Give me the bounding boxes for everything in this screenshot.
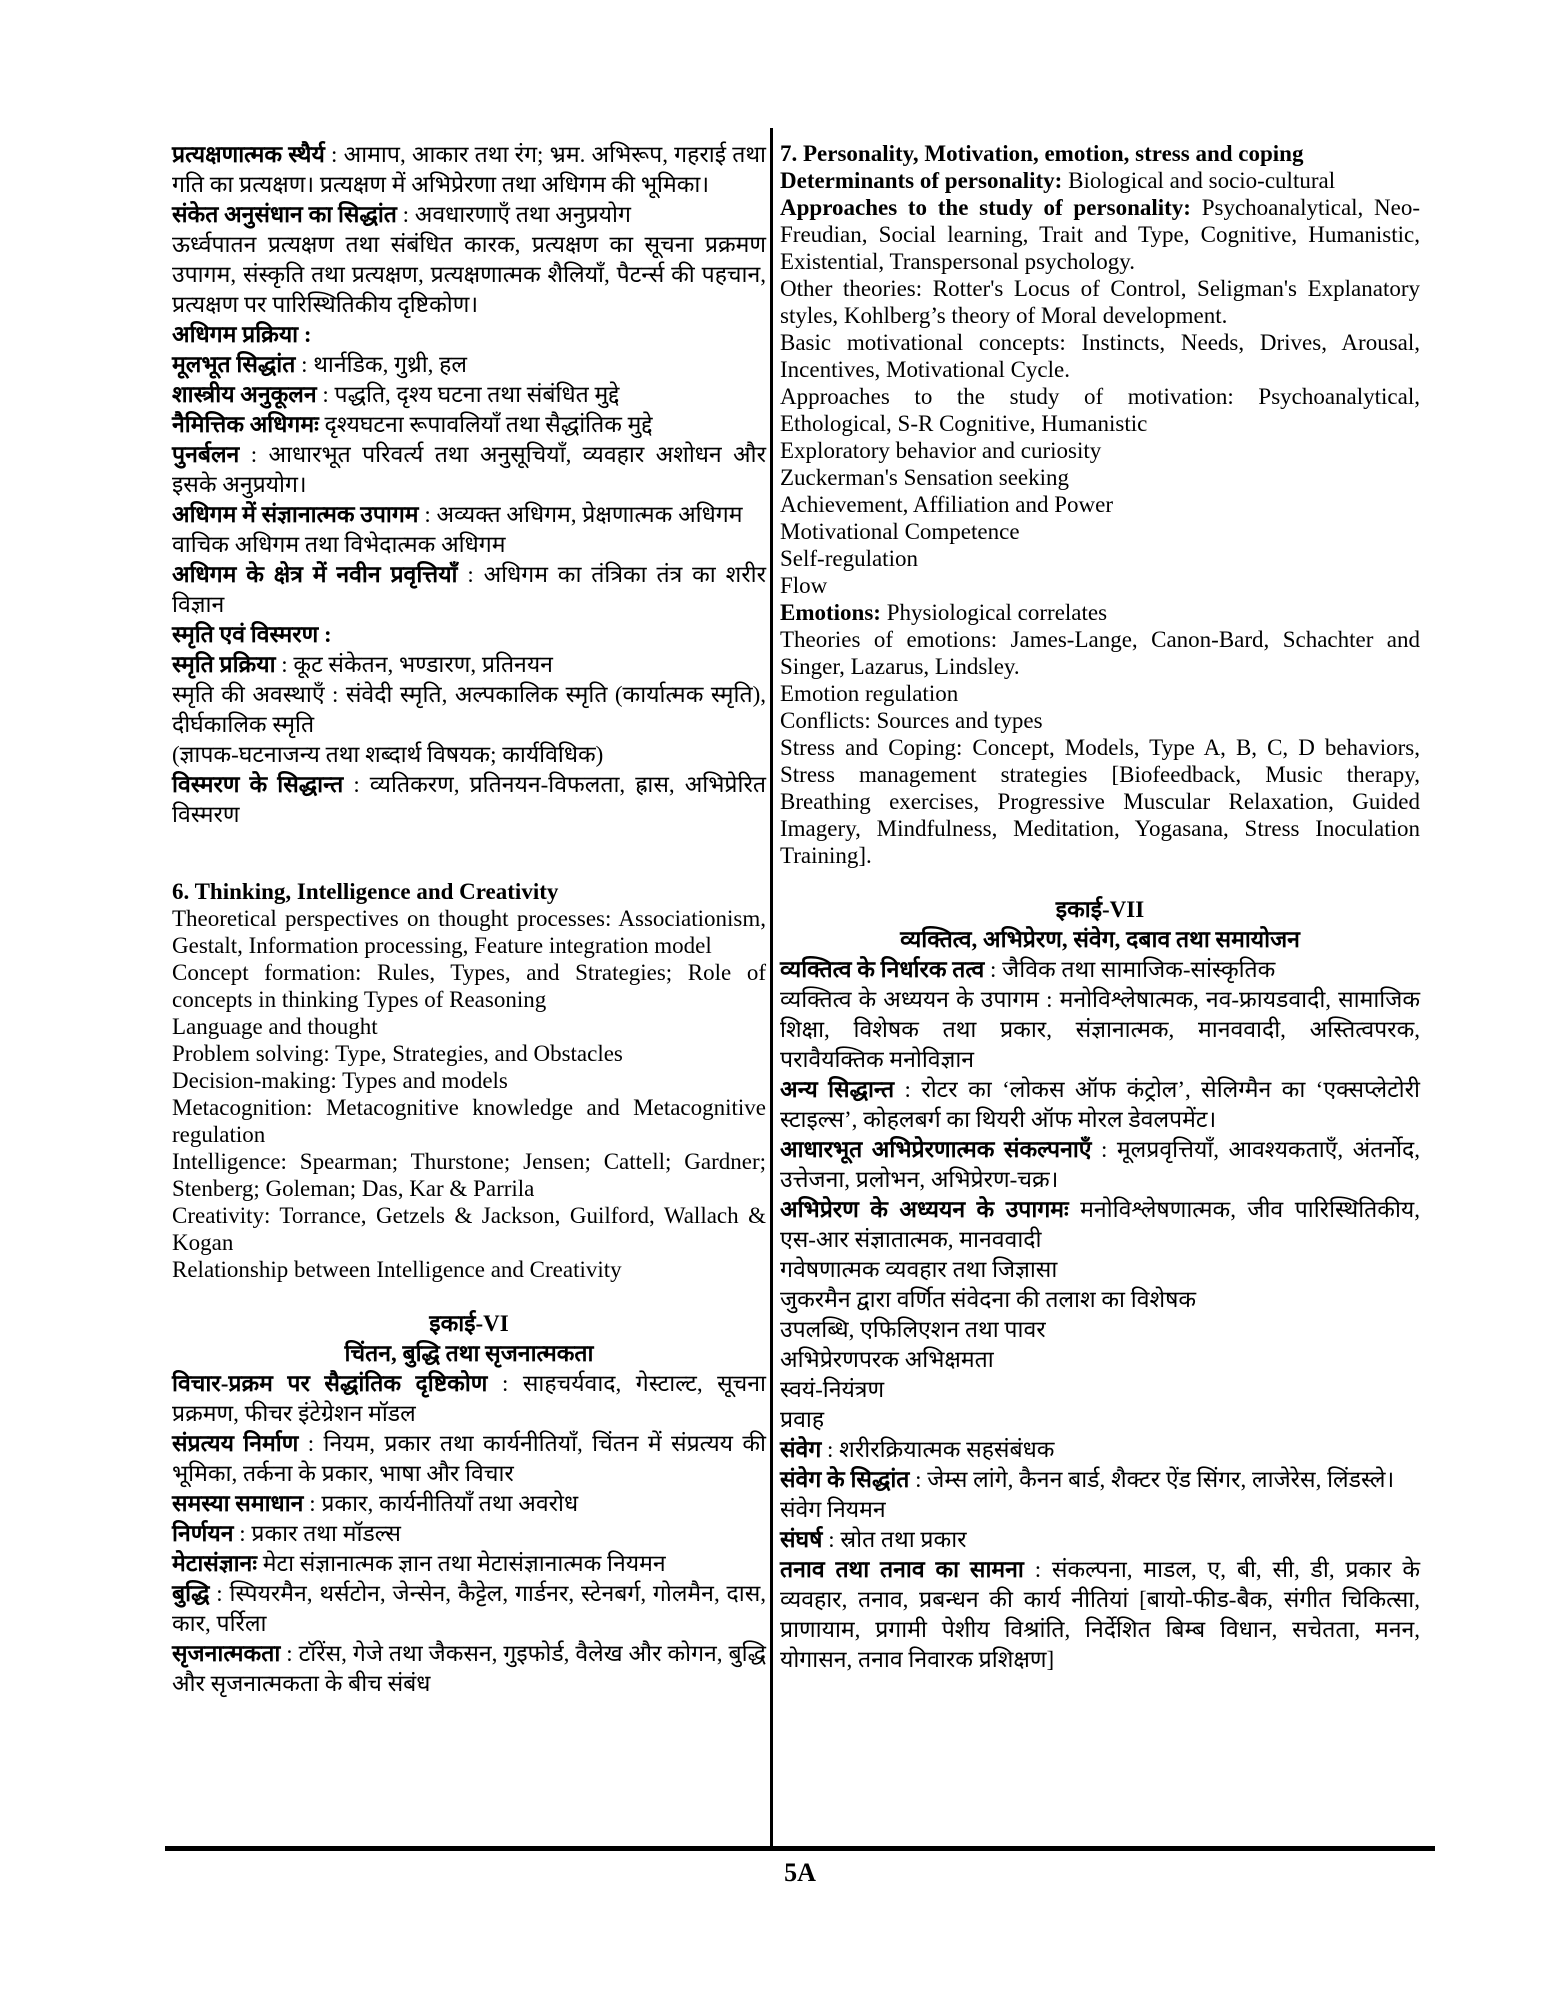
syllabus-paragraph (780, 1315, 1420, 1345)
syllabus-paragraph (172, 1549, 766, 1579)
syllabus-paragraph (780, 1495, 1420, 1525)
left-column (172, 140, 766, 1699)
syllabus-paragraph (780, 734, 1420, 869)
paragraph-text: : शरीरक्रियात्मक सहसंबंधक (821, 1437, 1055, 1462)
paragraph-text: प्रवाह (780, 1407, 825, 1432)
unit-heading (172, 1309, 766, 1339)
paragraph-text: Stress and Coping: Concept, Models, Type A, B, C, D behaviors, Stress management strategies [Biofeedback, Music therapy, Breathing exercises, Progressive Muscular Relaxation, Guided Imagery, Mindfulness, Meditation, Yogasana, Stress Inoculation Training]. (780, 735, 1420, 868)
syllabus-paragraph (172, 1429, 766, 1489)
paragraph-lead: व्यक्तित्व के निर्धारक तत्व (780, 957, 985, 982)
paragraph-text: Concept formation: Rules, Types, and Strategies; Role of concepts in thinking Types of Reasoning (172, 960, 766, 1012)
paragraph-text: मेटा संज्ञानात्मक ज्ञान तथा मेटासंज्ञानात्मक नियमन (256, 1551, 666, 1576)
syllabus-paragraph (172, 1369, 766, 1429)
paragraph-text: : स्पियरमैन, थर्सटोन, जेन्सेन, कैट्टेल, गार्डनर, स्टेनबर्ग, गोलमैन, दास, कार, पर्रिला (172, 1581, 766, 1636)
syllabus-paragraph (780, 1465, 1420, 1495)
syllabus-paragraph (172, 770, 766, 830)
paragraph-text: अभिप्रेरणपरक अभिक्षमता (780, 1347, 994, 1372)
syllabus-paragraph (780, 985, 1420, 1075)
paragraph-text: Conflicts: Sources and types (780, 708, 1043, 733)
syllabus-paragraph (172, 650, 766, 680)
paragraph-lead: अभिप्रेरण के अध्ययन के उपागमः (780, 1197, 1069, 1222)
paragraph-lead: नैमित्तिक अधिगमः (172, 412, 319, 437)
syllabus-paragraph (780, 1285, 1420, 1315)
syllabus-paragraph (780, 194, 1420, 275)
paragraph-text: Intelligence: Spearman; Thurstone; Jensen; Cattell; Gardner; Stenberg; Goleman; Das, Kar & Parrila (172, 1149, 766, 1201)
paragraph-text: : स्रोत तथा प्रकार (822, 1527, 967, 1552)
paragraph-lead: मूलभूत सिद्धांत (172, 352, 296, 377)
syllabus-paragraph (172, 680, 766, 740)
syllabus-paragraph (780, 491, 1420, 518)
paragraph-lead: 7. Personality, Motivation, emotion, stress and coping (780, 141, 1304, 166)
paragraph-lead: संवेग के सिद्धांत (780, 1467, 910, 1492)
syllabus-paragraph (172, 380, 766, 410)
paragraph-text: गवेषणात्मक व्यवहार तथा जिज्ञासा (780, 1257, 1058, 1282)
paragraph-lead: शास्त्रीय अनुकूलन (172, 382, 317, 407)
syllabus-paragraph (172, 878, 766, 905)
paragraph-text: स्मृति की अवस्थाएँ : संवेदी स्मृति, अल्पकालिक स्मृति (कार्यात्मक स्मृति), दीर्घकालिक स्मृति (172, 682, 766, 737)
unit-heading (780, 895, 1420, 925)
paragraph-text: : व्यतिकरण, प्रतिनयन-विफलता, ह्रास, अभिप्रेरित विस्मरण (172, 772, 766, 827)
paragraph-text: : कूट संकेतन, भण्डारण, प्रतिनयन (275, 652, 553, 677)
paragraph-text: Approaches to the study of motivation: Psychoanalytical, Ethological, S-R Cognitive, Humanistic (780, 384, 1420, 436)
paragraph-lead: अन्य सिद्धान्त (780, 1077, 895, 1102)
syllabus-paragraph (172, 959, 766, 1013)
syllabus-paragraph (780, 518, 1420, 545)
paragraph-text: : जेम्स लांगे, कैनन बार्ड, शैक्टर ऐंड सिंगर, लाजेरेस, लिंडस्ले। (909, 1467, 1395, 1492)
paragraph-text: : अधिगम का तंत्रिका तंत्र का शरीर विज्ञान (172, 562, 766, 617)
syllabus-paragraph (172, 530, 766, 560)
syllabus-paragraph (780, 437, 1420, 464)
syllabus-paragraph (172, 1202, 766, 1256)
syllabus-paragraph (780, 1405, 1420, 1435)
paragraph-lead: सृजनात्मकता (172, 1641, 281, 1666)
paragraph-text: Creativity: Torrance, Getzels & Jackson, Guilford, Wallach & Kogan (172, 1203, 766, 1255)
paragraph-text: स्वयं-नियंत्रण (780, 1377, 885, 1402)
syllabus-paragraph (172, 350, 766, 380)
paragraph-text: Problem solving: Type, Strategies, and Obstacles (172, 1041, 623, 1066)
paragraph-text: Relationship between Intelligence and Creativity (172, 1257, 622, 1282)
syllabus-paragraph (780, 1555, 1420, 1675)
paragraph-lead: इकाई-VII (1055, 897, 1145, 922)
syllabus-paragraph (780, 1345, 1420, 1375)
paragraph-lead: अधिगम प्रक्रिया : (172, 322, 312, 347)
footer-rule (165, 1846, 1435, 1851)
syllabus-paragraph (780, 707, 1420, 734)
syllabus-paragraph (780, 626, 1420, 680)
paragraph-text: संवेग नियमन (780, 1497, 886, 1522)
paragraph-lead: अधिगम में संज्ञानात्मक उपागम (172, 502, 419, 527)
paragraph-lead: चिंतन, बुद्धि तथा सृजनात्मकता (344, 1341, 594, 1366)
syllabus-paragraph (172, 440, 766, 500)
syllabus-paragraph (780, 599, 1420, 626)
syllabus-paragraph (780, 140, 1420, 167)
syllabus-paragraph (172, 1067, 766, 1094)
paragraph-text: : प्रकार, कार्यनीतियाँ तथा अवरोध (303, 1491, 579, 1516)
paragraph-lead: संघर्ष (780, 1527, 823, 1552)
paragraph-lead: Determinants of personality: (780, 168, 1063, 193)
syllabus-paragraph (172, 1094, 766, 1148)
syllabus-paragraph (172, 1579, 766, 1639)
syllabus-paragraph (172, 560, 766, 620)
paragraph-text: उपलब्धि, एफिलिएशन तथा पावर (780, 1317, 1046, 1342)
paragraph-text: Emotion regulation (780, 681, 959, 706)
paragraph-text: Psychoanalytical, Neo-Freudian, Social learning, Trait and Type, Cognitive, Humanistic, Existential, Transpersonal psychology. (780, 195, 1420, 274)
paragraph-text: Biological and socio-cultural (1062, 168, 1336, 193)
paragraph-text: Other theories: Rotter's Locus of Control, Seligman's Explanatory styles, Kohlberg’s theory of Moral development. (780, 276, 1420, 328)
syllabus-paragraph (780, 1135, 1420, 1195)
syllabus-paragraph (172, 200, 766, 230)
paragraph-text: Self-regulation (780, 546, 918, 571)
paragraph-text: : थार्नडिक, गुथ्री, हल (295, 352, 467, 377)
paragraph-lead: प्रत्यक्षणात्मक स्थैर्य (172, 142, 325, 167)
page-number: 5A (784, 1858, 816, 1887)
paragraph-lead: मेटासंज्ञानः (172, 1551, 257, 1576)
paragraph-lead: स्मृति प्रक्रिया (172, 652, 276, 677)
paragraph-text: : टॉरेंस, गेजे तथा जैकसन, गुइफोर्ड, वैलेख और कोगन, बुद्धि और सृजनात्मकता के बीच संबंध (172, 1641, 766, 1696)
syllabus-paragraph (172, 740, 766, 770)
syllabus-paragraph (172, 320, 766, 350)
paragraph-lead: संवेग (780, 1437, 822, 1462)
paragraph-text: : मूलप्रवृत्तियाँ, आवश्यकताएँ, अंतर्नोद, उत्तेजना, प्रलोभन, अभिप्रेरण-चक्र। (780, 1137, 1420, 1192)
syllabus-paragraph (172, 620, 766, 650)
syllabus-paragraph (780, 1255, 1420, 1285)
paragraph-text: व्यक्तित्व के अध्ययन के उपागम : मनोविश्लेषात्मक, नव-फ्रायडवादी, सामाजिक शिक्षा, विशेषक तथा प्रकार, संज्ञानात्मक, मानववादी, अस्तित्वपरक, परावैयक्तिक मनोविज्ञान (780, 987, 1420, 1072)
paragraph-lead: निर्णयन (172, 1521, 234, 1546)
paragraph-text: : आमाप, आकार तथा रंग; भ्रम. अभिरूप, गहराई तथा गति का प्रत्यक्षण। प्रत्यक्षण में अभिप्रेरणा तथा अधिगम की भूमिका। (172, 142, 766, 197)
syllabus-paragraph (780, 1075, 1420, 1135)
paragraph-text: Theories of emotions: James-Lange, Canon-Bard, Schachter and Singer, Lazarus, Lindsley. (780, 627, 1420, 679)
paragraph-text: Basic motivational concepts: Instincts, Needs, Drives, Arousal, Incentives, Motivational Cycle. (780, 330, 1420, 382)
paragraph-text: : नियम, प्रकार तथा कार्यनीतियाँ, चिंतन में संप्रत्यय की भूमिका, तर्कना के प्रकार, भाषा और विचार (172, 1431, 766, 1486)
syllabus-paragraph (780, 1195, 1420, 1255)
syllabus-paragraph (172, 140, 766, 200)
paragraph-text: : अव्यक्त अधिगम, प्रेक्षणात्मक अधिगम (418, 502, 743, 527)
syllabus-paragraph (780, 1525, 1420, 1555)
syllabus-paragraph (780, 1435, 1420, 1465)
paragraph-lead: अधिगम के क्षेत्र में नवीन प्रवृत्तियाँ (172, 562, 458, 587)
paragraph-text: जुकरमैन द्वारा वर्णित संवेदना की तलाश का विशेषक (780, 1287, 1197, 1312)
paragraph-text: ऊर्ध्वपातन प्रत्यक्षण तथा संबंधित कारक, प्रत्यक्षण का सूचना प्रक्रमण उपागम, संस्कृति तथा प्रत्यक्षण, प्रत्यक्षणात्मक शैलियाँ, पैटर्न्स की पहचान, प्रत्यक्षण पर पारिस्थितिकीय दृष्टिकोण। (172, 232, 766, 317)
syllabus-paragraph (172, 1519, 766, 1549)
paragraph-lead: आधारभूत अभिप्रेरणात्मक संकल्पनाएँ (780, 1137, 1092, 1162)
unit-heading (780, 925, 1420, 955)
syllabus-paragraph (172, 1040, 766, 1067)
syllabus-paragraph (780, 572, 1420, 599)
paragraph-text: : पद्धति, दृश्य घटना तथा संबंधित मुद्दे (316, 382, 620, 407)
paragraph-text: Flow (780, 573, 828, 598)
paragraph-lead: इकाई-VI (429, 1311, 509, 1336)
paragraph-text: Physiological correlates (880, 600, 1108, 625)
paragraph-text: : जैविक तथा सामाजिक-सांस्कृतिक (984, 957, 1276, 982)
syllabus-paragraph (780, 1375, 1420, 1405)
paragraph-text: Motivational Competence (780, 519, 1020, 544)
syllabus-paragraph (780, 680, 1420, 707)
paragraph-text: Zuckerman's Sensation seeking (780, 465, 1070, 490)
syllabus-paragraph (172, 1639, 766, 1699)
paragraph-lead: संकेत अनुसंधान का सिद्धांत (172, 202, 397, 227)
paragraph-lead: संप्रत्यय निर्माण (172, 1431, 299, 1456)
paragraph-text: : साहचर्यवाद, गेस्टाल्ट, सूचना प्रक्रमण, फीचर इंटेग्रेशन मॉडल (172, 1371, 766, 1426)
paragraph-lead: पुनर्बलन (172, 442, 240, 467)
syllabus-paragraph (780, 383, 1420, 437)
paragraph-lead: विचार-प्रक्रम पर सैद्धांतिक दृष्टिकोण (172, 1371, 488, 1396)
syllabus-paragraph (172, 410, 766, 440)
syllabus-paragraph (780, 545, 1420, 572)
syllabus-paragraph (172, 1489, 766, 1519)
paragraph-lead: तनाव तथा तनाव का सामना (780, 1557, 1024, 1582)
syllabus-paragraph (780, 167, 1420, 194)
syllabus-paragraph (172, 230, 766, 320)
column-divider (770, 128, 773, 1846)
syllabus-paragraph (172, 1148, 766, 1202)
paragraph-lead: स्मृति एवं विस्मरण : (172, 622, 332, 647)
paragraph-text: : अवधारणाएँ तथा अनुप्रयोग (396, 202, 631, 227)
paragraph-lead: बुद्धि (172, 1581, 210, 1606)
unit-heading (172, 1339, 766, 1369)
paragraph-text: दृश्यघटना रूपावलियाँ तथा सैद्धांतिक मुद्दे (318, 412, 653, 437)
syllabus-paragraph (172, 905, 766, 959)
paragraph-text: मनोविश्लेषणात्मक, जीव पारिस्थितिकीय, एस-आर संज्ञातात्मक, मानववादी (780, 1197, 1420, 1252)
paragraph-lead: Emotions: (780, 600, 881, 625)
syllabus-paragraph (780, 955, 1420, 985)
paragraph-lead: Approaches to the study of personality: (780, 195, 1191, 220)
paragraph-text: : रोटर का ‘लोकस ऑफ कंट्रोल’, सेलिग्मैन का ‘एक्सप्लेटोरी स्टाइल्स’, कोहलबर्ग का थियरी ऑफ मोरल डेवलपमेंट। (780, 1077, 1421, 1132)
paragraph-text: वाचिक अधिगम तथा विभेदात्मक अधिगम (172, 532, 506, 557)
paragraph-lead: 6. Thinking, Intelligence and Creativity (172, 879, 559, 904)
paragraph-text: Theoretical perspectives on thought processes: Associationism, Gestalt, Information processing, Feature integration model (172, 906, 766, 958)
paragraph-text: Achievement, Affiliation and Power (780, 492, 1113, 517)
syllabus-paragraph (172, 500, 766, 530)
right-column (780, 140, 1420, 1675)
paragraph-text: Language and thought (172, 1014, 378, 1039)
paragraph-lead: व्यक्तित्व, अभिप्रेरण, संवेग, दबाव तथा समायोजन (900, 927, 1300, 952)
paragraph-text: Exploratory behavior and curiosity (780, 438, 1102, 463)
syllabus-paragraph (780, 329, 1420, 383)
syllabus-paragraph (172, 1013, 766, 1040)
paragraph-text: Decision-making: Types and models (172, 1068, 508, 1093)
paragraph-lead: समस्या समाधान (172, 1491, 304, 1516)
paragraph-lead: विस्मरण के सिद्धान्त (172, 772, 344, 797)
paragraph-text: (ज्ञापक-घटनाजन्य तथा शब्दार्थ विषयक; कार्यविधिक) (172, 742, 604, 767)
paragraph-text: : प्रकार तथा मॉडल्स (233, 1521, 401, 1546)
syllabus-paragraph (780, 464, 1420, 491)
paragraph-text: : आधारभूत परिवर्त्य तथा अनुसूचियाँ, व्यवहार अशोधन और इसके अनुप्रयोग। (172, 442, 766, 497)
paragraph-text: : संकल्पना, माडल, ए, बी, सी, डी, प्रकार के व्यवहार, तनाव, प्रबन्धन की कार्य नीतियां [बायो-फीड-बैक, संगीत चिकित्सा, प्राणायाम, प्रगामी पेशीय विश्रांति, निर्देशित बिम्ब विधान, सचेतता, मनन, योगासन, तनाव निवारक प्रशिक्षण] (780, 1557, 1420, 1672)
paragraph-text: Metacognition: Metacognitive knowledge and Metacognitive regulation (172, 1095, 766, 1147)
syllabus-paragraph (172, 1256, 766, 1283)
syllabus-paragraph (780, 275, 1420, 329)
